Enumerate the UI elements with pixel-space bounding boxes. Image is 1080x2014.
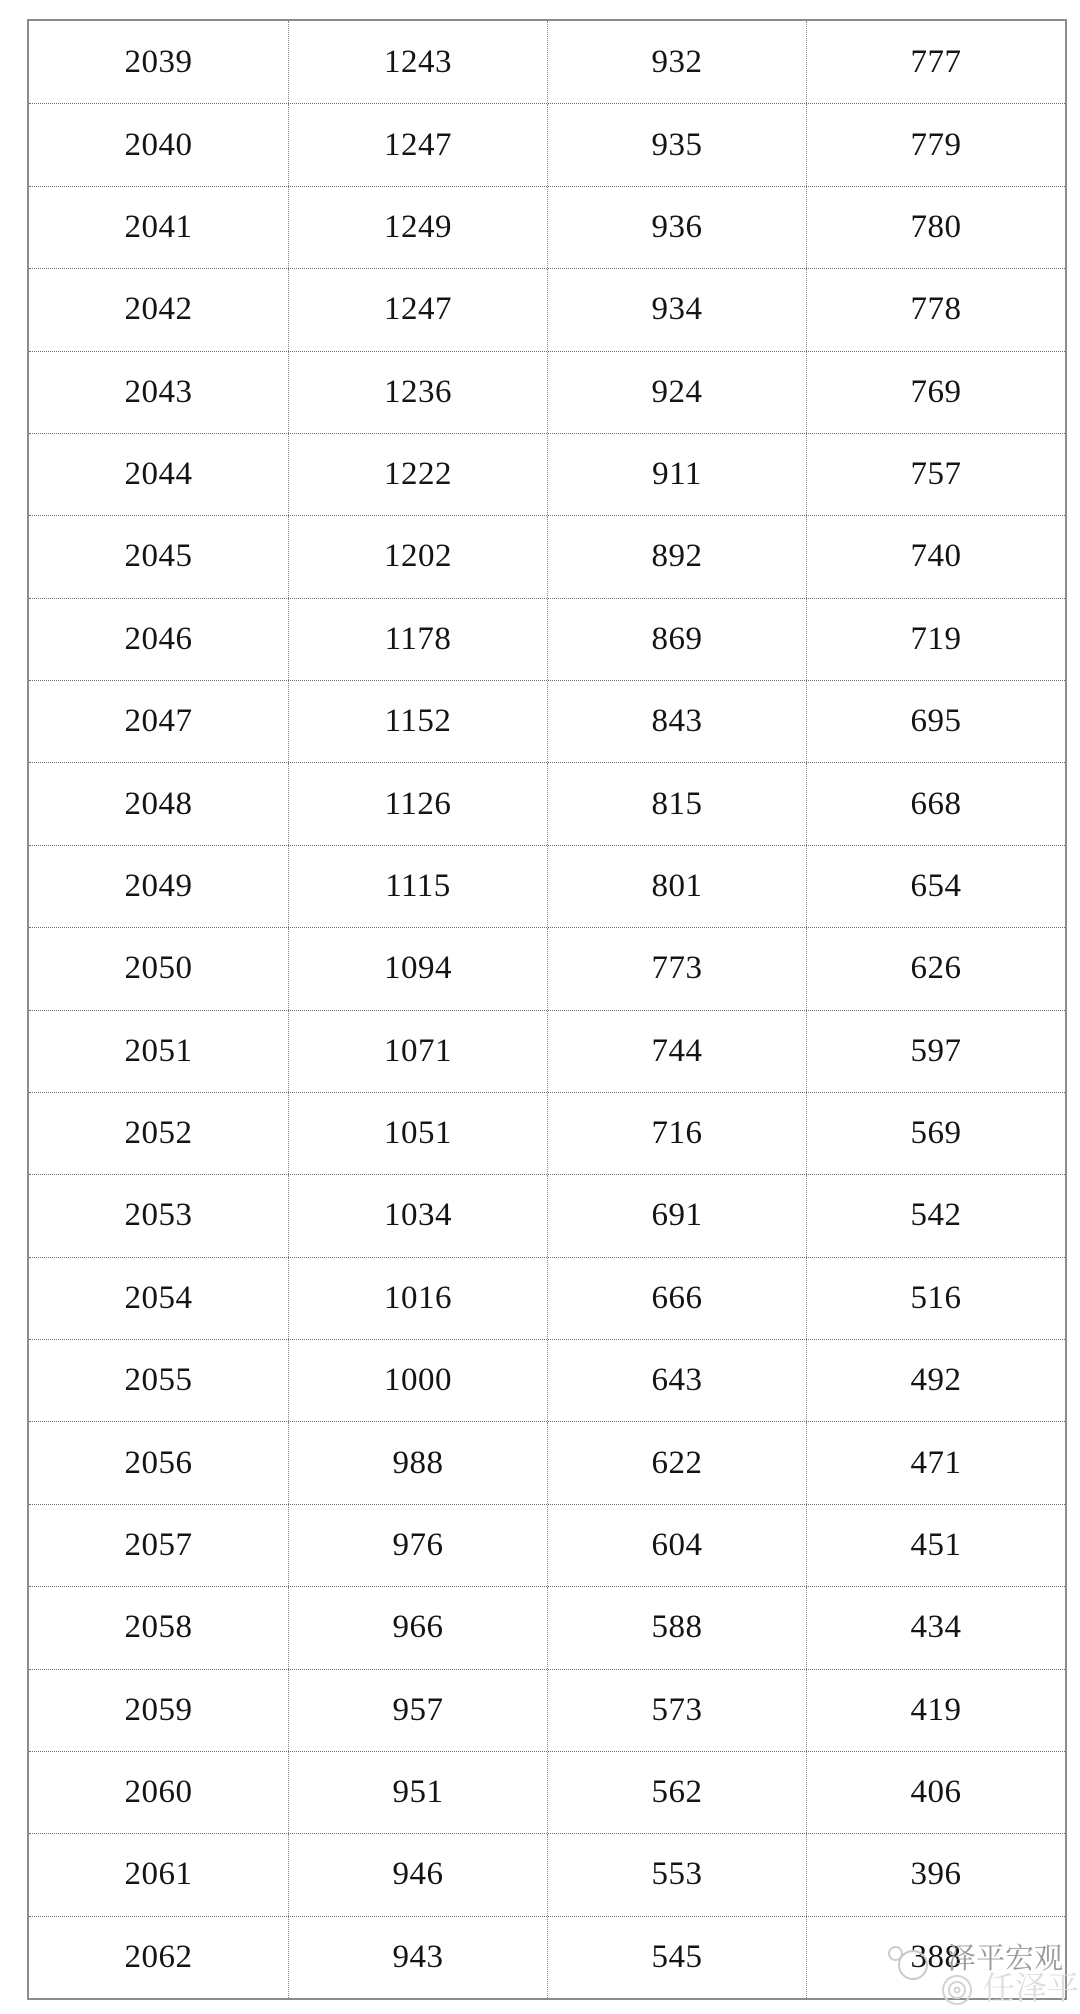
value-cell: 388 [806,1917,1065,1998]
table-row [29,1504,1065,1586]
value-cell: 542 [806,1175,1065,1256]
table-row [29,1586,1065,1668]
year-cell: 2042 [124,291,193,328]
watermark-brand-text: 泽平宏观 [947,1943,1064,1975]
year-cell: 2051 [124,1032,193,1069]
value-cell: 622 [547,1422,806,1503]
value-cell: 815 [547,763,806,844]
value-cell: 966 [288,1587,547,1668]
value-cell: 988 [288,1422,547,1503]
table-row [29,268,1065,350]
year-cell: 2050 [124,950,193,987]
table-row [29,1421,1065,1503]
year-cell: 2046 [124,620,193,657]
year-cell: 2054 [124,1279,193,1316]
table-row [29,845,1065,927]
table-row [29,1833,1065,1915]
value-cell: 553 [547,1834,806,1915]
value-cell: 396 [806,1834,1065,1915]
value-cell: 597 [806,1011,1065,1092]
value-cell: 935 [547,104,806,185]
value-cell: 1236 [288,352,547,433]
value-cell: 1243 [288,21,547,103]
value-cell: 932 [547,21,806,103]
table-row [29,103,1065,185]
value-cell: 892 [547,516,806,597]
table-row [29,433,1065,515]
year-cell: 2061 [124,1856,193,1893]
value-cell: 654 [806,846,1065,927]
value-cell: 924 [547,352,806,433]
table-row [29,515,1065,597]
value-cell: 695 [806,681,1065,762]
table-row [29,1010,1065,1092]
value-cell: 740 [806,516,1065,597]
value-cell: 780 [806,187,1065,268]
value-cell: 801 [547,846,806,927]
year-cell: 2060 [124,1774,193,1811]
year-cell: 2048 [124,785,193,822]
table-row [29,1174,1065,1256]
value-cell: 1071 [288,1011,547,1092]
year-cell: 2043 [124,373,193,410]
year-cell: 2057 [124,1526,193,1563]
value-cell: 573 [547,1670,806,1751]
table-row [29,762,1065,844]
value-cell: 1034 [288,1175,547,1256]
value-cell: 869 [547,599,806,680]
year-cell: 2058 [124,1609,193,1646]
value-cell: 691 [547,1175,806,1256]
table-row [29,1092,1065,1174]
value-cell: 769 [806,352,1065,433]
value-cell: 1000 [288,1340,547,1421]
value-cell: 1051 [288,1093,547,1174]
table-row [29,1751,1065,1833]
value-cell: 471 [806,1422,1065,1503]
year-cell: 2059 [124,1691,193,1728]
value-cell: 666 [547,1258,806,1339]
value-cell: 492 [806,1340,1065,1421]
value-cell: 588 [547,1587,806,1668]
year-cell: 2041 [124,208,193,245]
year-cell: 2053 [124,1197,193,1234]
watermark-author-text: 任泽平 [983,1970,1080,2006]
table-row [29,1339,1065,1421]
value-cell: 936 [547,187,806,268]
value-cell: 1115 [288,846,547,927]
table-row [29,1669,1065,1751]
value-cell: 757 [806,434,1065,515]
table-row [29,1916,1065,1998]
value-cell: 545 [547,1917,806,1998]
year-cell: 2047 [124,703,193,740]
value-cell: 911 [547,434,806,515]
value-cell: 946 [288,1834,547,1915]
value-cell: 934 [547,269,806,350]
value-cell: 1249 [288,187,547,268]
value-cell: 668 [806,763,1065,844]
year-cell: 2049 [124,867,193,904]
value-cell: 562 [547,1752,806,1833]
value-cell: 943 [288,1917,547,1998]
value-cell: 744 [547,1011,806,1092]
value-cell: 569 [806,1093,1065,1174]
data-table [27,19,1067,2000]
value-cell: 406 [806,1752,1065,1833]
value-cell: 1247 [288,104,547,185]
value-cell: 604 [547,1505,806,1586]
value-cell: 1222 [288,434,547,515]
value-cell: 419 [806,1670,1065,1751]
year-cell: 2056 [124,1444,193,1481]
value-cell: 1247 [288,269,547,350]
value-cell: 451 [806,1505,1065,1586]
value-cell: 716 [547,1093,806,1174]
value-cell: 643 [547,1340,806,1421]
year-cell: 2055 [124,1362,193,1399]
table-row [29,351,1065,433]
value-cell: 773 [547,928,806,1009]
year-cell: 2052 [124,1115,193,1152]
table-row [29,680,1065,762]
table-row [29,598,1065,680]
value-cell: 434 [806,1587,1065,1668]
table-row [29,21,1065,103]
year-cell: 2045 [124,538,193,575]
table-row [29,186,1065,268]
value-cell: 1178 [288,599,547,680]
value-cell: 951 [288,1752,547,1833]
table-row [29,927,1065,1009]
value-cell: 1202 [288,516,547,597]
value-cell: 1152 [288,681,547,762]
value-cell: 779 [806,104,1065,185]
year-cell: 2044 [124,456,193,493]
value-cell: 843 [547,681,806,762]
value-cell: 626 [806,928,1065,1009]
year-cell: 2039 [124,43,193,80]
table-row [29,1257,1065,1339]
value-cell: 1126 [288,763,547,844]
year-cell: 2062 [124,1938,193,1975]
value-cell: 976 [288,1505,547,1586]
value-cell: 719 [806,599,1065,680]
value-cell: 777 [806,21,1065,103]
year-cell: 2040 [124,126,193,163]
value-cell: 957 [288,1670,547,1751]
value-cell: 1016 [288,1258,547,1339]
value-cell: 1094 [288,928,547,1009]
value-cell: 778 [806,269,1065,350]
value-cell: 516 [806,1258,1065,1339]
